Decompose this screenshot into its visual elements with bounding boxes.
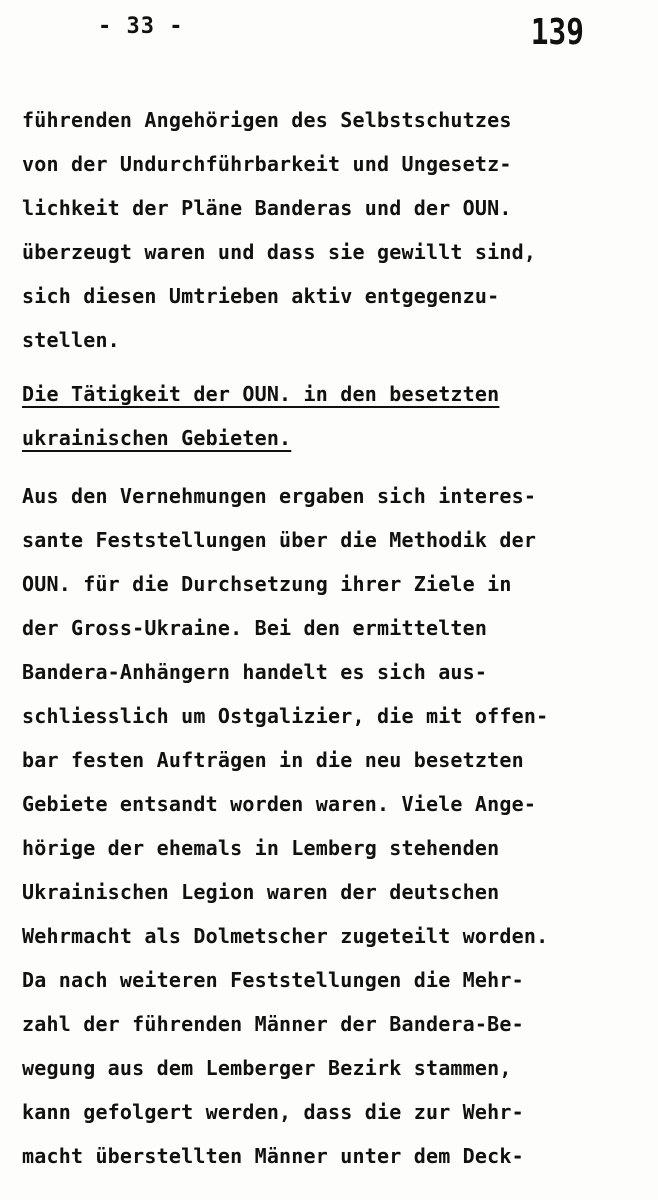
text-line: führenden Angehörigen des Selbstschutzes: [22, 108, 512, 132]
text-line: zahl der führenden Männer der Bandera-Be-: [22, 1012, 524, 1036]
text-line: Wehrmacht als Dolmetscher zugeteilt worden.: [22, 924, 549, 948]
text-line: hörige der ehemals in Lemberg stehenden: [22, 836, 500, 860]
text-line: schliesslich um Ostgalizier, die mit offen-: [22, 704, 549, 728]
text-line: macht überstellten Männer unter dem Deck-: [22, 1144, 524, 1168]
text-line: wegung aus dem Lemberger Bezirk stammen,: [22, 1056, 512, 1080]
folio-number: 139: [530, 12, 584, 53]
section-heading: [22, 372, 642, 460]
heading-line: ukrainischen Gebieten.: [22, 426, 292, 450]
text-line: sich diesen Umtrieben aktiv entgegenzu-: [22, 284, 500, 308]
text-line: kann gefolgert werden, dass die zur Wehr-: [22, 1100, 524, 1124]
text-line: OUN. für die Durchsetzung ihrer Ziele in: [22, 572, 512, 596]
text-line: bar festen Aufträgen in die neu besetzten: [22, 748, 524, 772]
heading-line: Die Tätigkeit der OUN. in den besetzten: [22, 382, 500, 406]
text-line: Ukrainischen Legion waren der deutschen: [22, 880, 500, 904]
text-line: Gebiete entsandt worden waren. Viele Ange-: [22, 792, 537, 816]
text-line: lichkeit der Pläne Banderas und der OUN.: [22, 196, 512, 220]
text-line: Aus den Vernehmungen ergaben sich interes-: [22, 484, 537, 508]
text-line: sante Feststellungen über die Methodik der: [22, 528, 537, 552]
paragraph-1: [22, 98, 642, 362]
text-line: Bandera-Anhängern handelt es sich aus-: [22, 660, 488, 684]
page-number: - 33 -: [98, 14, 184, 39]
paragraph-2: [22, 474, 642, 1178]
text-line: überzeugt waren und dass sie gewillt sind,: [22, 240, 537, 264]
text-line: von der Undurchführbarkeit und Ungesetz-: [22, 152, 512, 176]
text-line: der Gross-Ukraine. Bei den ermittelten: [22, 616, 488, 640]
text-line: stellen.: [22, 328, 120, 352]
text-line: Da nach weiteren Feststellungen die Mehr-: [22, 968, 524, 992]
